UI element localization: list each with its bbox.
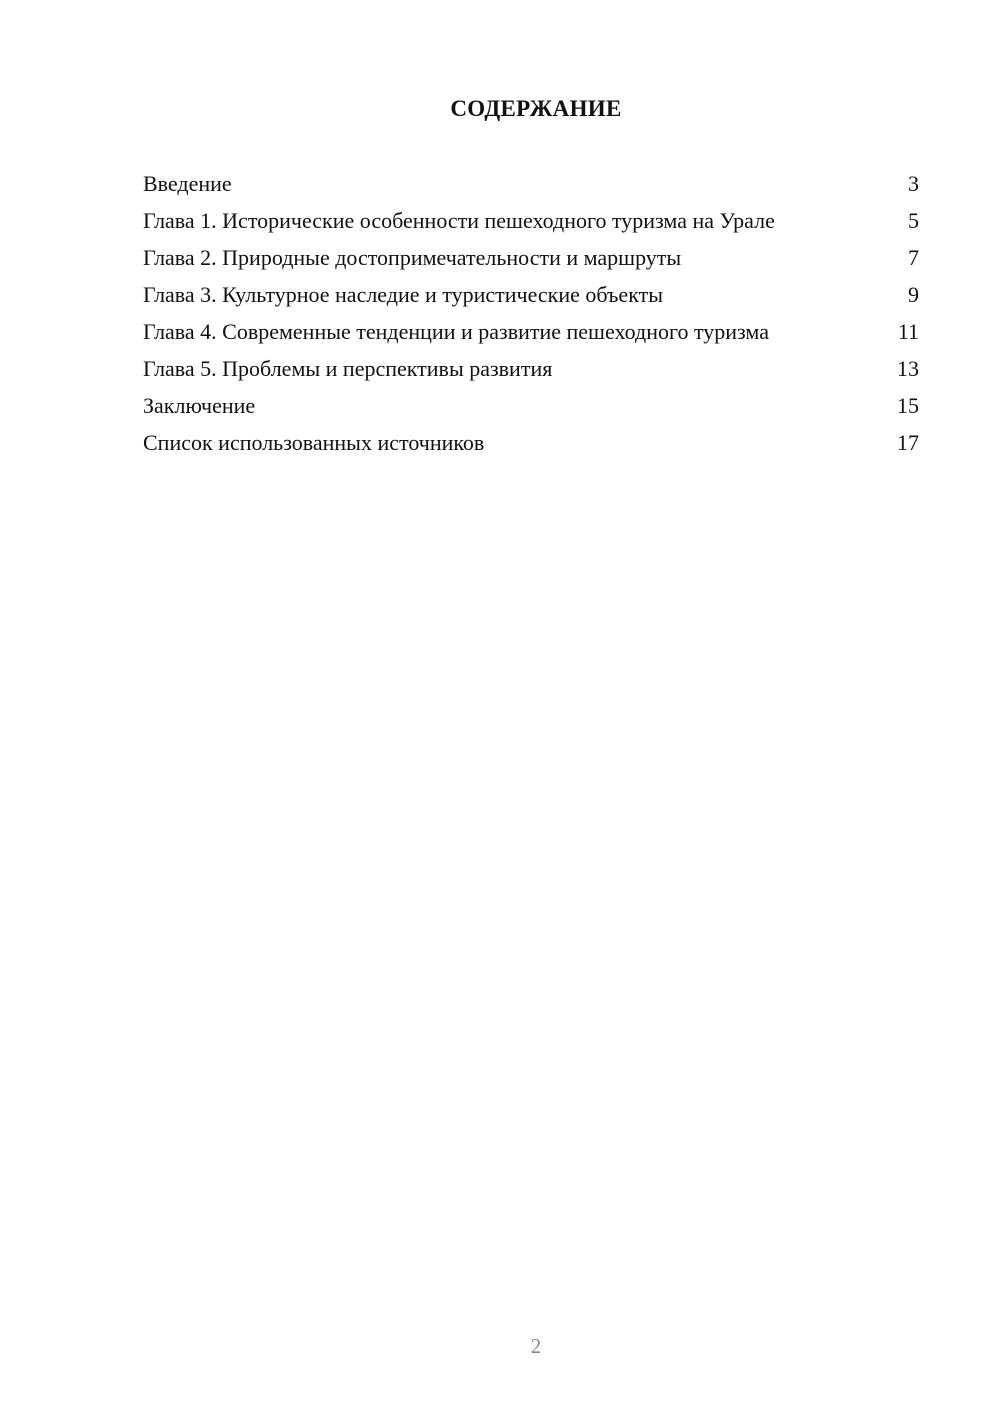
toc-entry-conclusion [143,392,919,419]
toc-entry-chapter-3 [143,281,919,308]
toc-entry-introduction [143,170,919,197]
toc-entry-page: 11 [897,319,919,344]
toc-entry-chapter-2 [143,244,919,271]
toc-entry-title: Глава 3. Культурное наследие и туристические объекты [143,282,663,307]
toc-title: СОДЕРЖАНИЕ [450,96,622,121]
toc-entry-page: 15 [897,393,919,418]
page-number: 2 [530,1334,542,1358]
toc-entry-title: Глава 1. Исторические особенности пешеходного туризма на Урале [143,208,775,233]
toc-entry-title: Глава 5. Проблемы и перспективы развития [143,356,553,381]
toc-entry-references [143,429,919,456]
toc-entry-title: Заключение [143,393,256,418]
toc-entry-title: Введение [143,171,232,196]
toc-entry-chapter-1 [143,207,919,234]
toc-entry-page: 9 [908,282,919,307]
toc-entry-chapter-4 [143,318,919,345]
toc-entry-page: 17 [897,430,919,455]
toc-entry-title: Глава 4. Современные тенденции и развитие пешеходного туризма [143,319,769,344]
toc-entry-page: 13 [897,356,919,381]
toc-entry-page: 3 [908,171,919,196]
toc-list [143,170,919,466]
toc-entry-title: Глава 2. Природные достопримечательности и маршруты [143,245,682,270]
toc-entry-title: Список использованных источников [143,430,485,455]
toc-entry-page: 5 [908,208,919,233]
toc-entry-chapter-5 [143,355,919,382]
toc-entry-page: 7 [908,245,919,270]
